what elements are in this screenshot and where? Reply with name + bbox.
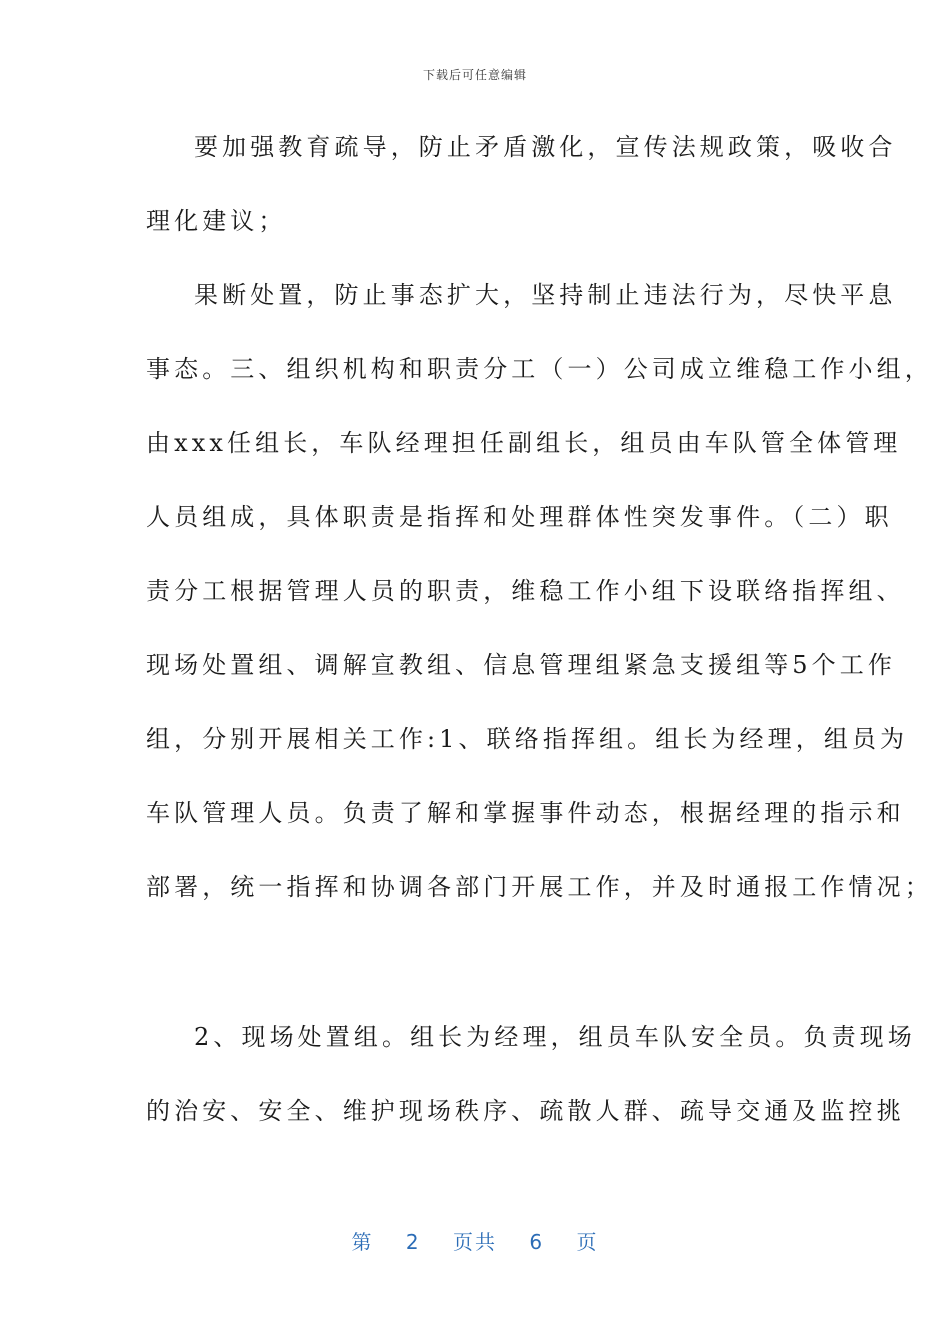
header-note: 下载后可任意编辑 <box>422 68 527 82</box>
paragraph-line: 由xxx任组长，车队经理担任副组长，组员由车队管全体管理 <box>146 429 902 457</box>
paragraph-line: 部署，统一指挥和协调各部门开展工作，并及时通报工作情况； <box>146 873 933 901</box>
paragraph-line: 现场处置组、调解宣教组、信息管理组紧急支援组等5个工作 <box>146 651 896 679</box>
current-page-number: 2 <box>405 1230 421 1254</box>
paragraph-line: 责分工根据管理人员的职责，维稳工作小组下设联络指挥组、 <box>146 577 905 605</box>
total-page-count: 6 <box>529 1230 545 1254</box>
footer-suffix: 页 <box>576 1230 599 1254</box>
paragraph-line: 要加强教育疏导，防止矛盾激化，宣传法规政策，吸收合 <box>194 133 897 161</box>
page-footer <box>0 1226 950 1255</box>
footer-middle: 页共 <box>453 1230 497 1254</box>
paragraph-line: 人员组成，具体职责是指挥和处理群体性突发事件。（二）职 <box>146 503 893 531</box>
paragraph-line: 理化建议； <box>146 207 287 235</box>
paragraph-line: 果断处置，防止事态扩大，坚持制止违法行为，尽快平息 <box>194 281 897 309</box>
paragraph-line: 事态。三、组织机构和职责分工（一）公司成立维稳工作小组， <box>146 355 933 383</box>
paragraph-line: 的治安、安全、维护现场秩序、疏散人群、疏导交通及监控挑 <box>146 1097 905 1125</box>
paragraph-line: 2、现场处置组。组长为经理，组员车队安全员。负责现场 <box>194 1023 916 1051</box>
paragraph-line: 车队管理人员。负责了解和掌握事件动态，根据经理的指示和 <box>146 799 905 827</box>
paragraph-line: 组，分别开展相关工作:1、联络指挥组。组长为经理，组员为 <box>146 725 909 753</box>
footer-prefix: 第 <box>351 1230 374 1254</box>
